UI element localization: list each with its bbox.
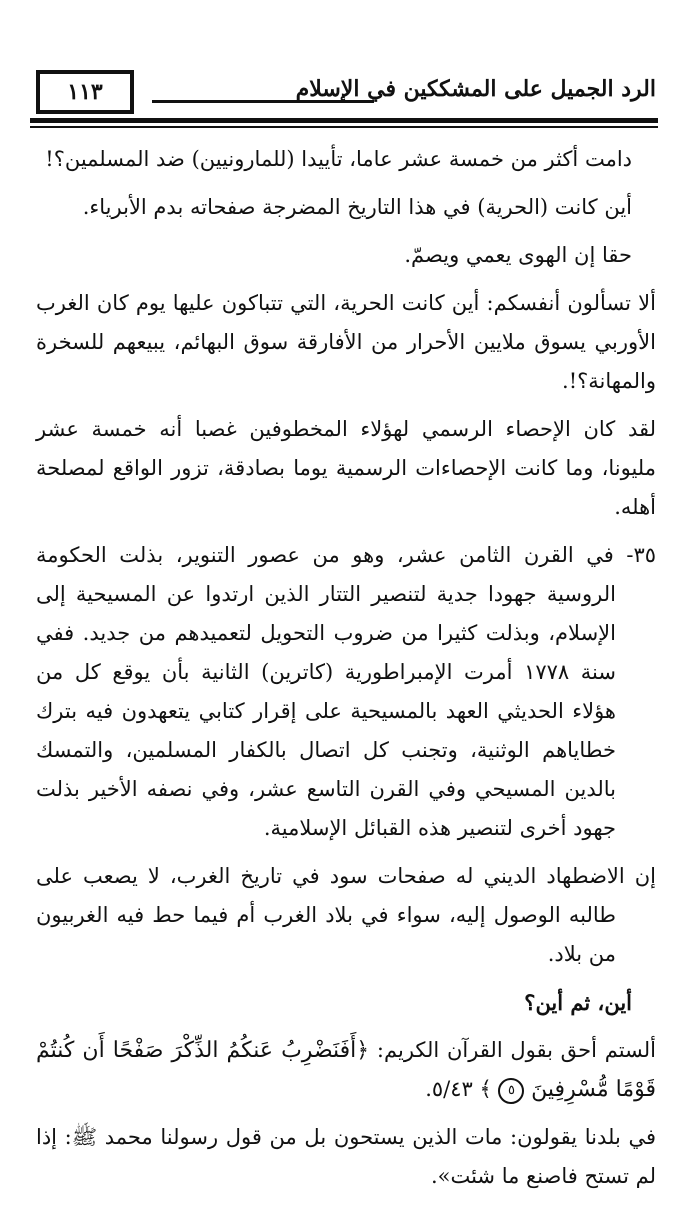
paragraph: دامت أكثر من خمسة عشر عاما، تأييدا (للمارونيين) ضد المسلمين؟! bbox=[45, 147, 632, 171]
verse-reference: ﴾ ٥/٤٣. bbox=[425, 1077, 492, 1101]
paragraph: لقد كان الإحصاء الرسمي لهؤلاء المخطوفين غصبا أنه خمسة عشر مليونا، وما كانت الإحصاءات الرسمية يوما بصادقة، تزور الواقع لمصلحة أهله. bbox=[36, 417, 656, 519]
paragraph: حقا إن الهوى يعمي ويصمّ. bbox=[404, 243, 632, 267]
paragraph: في بلدنا يقولون: مات الذين يستحون بل من قول رسولنا محمد ﷺ: إذا لم تستح فاصنع ما شئت». bbox=[36, 1125, 656, 1188]
running-title: الرد الجميل على المشككين في الإسلام bbox=[295, 76, 656, 102]
subheading: أين، ثم أين؟ bbox=[524, 990, 632, 1015]
numbered-paragraph: ٣٥- في القرن الثامن عشر، وهو من عصور التنوير، بذلت الحكومة الروسية جهودا جدية لتنصير التتار الذين ارتدوا عن المسيحية إلى الإسلام، وبذلت كثيرا من ضروب التحويل لتعميدهم من جديد. ففي سنة ١٧٧٨ أمرت الإمبراطورية (كاترين) الثانية بأن يوقع كل من هؤلاء الحديثي العهد بالمسيحية على إقرار كتابي يتعهدون فيه بترك خطاياهم الوثنية، وتجنب كل اتصال بالكفار المسلمين، والتمسك بالدين المسيحي وفي القرن التاسع عشر، وفي نصفه الأخير بذلت جهود أخرى لتنصير هذه القبائل الإسلامية. bbox=[36, 543, 656, 840]
header-rule-thick bbox=[30, 118, 658, 123]
paragraph: أين كانت (الحرية) في هذا التاريخ المضرجة صفحاته بدم الأبرياء. bbox=[82, 195, 632, 219]
paragraph: إن الاضطهاد الديني له صفحات سود في تاريخ الغرب، لا يصعب على طالبه الوصول إليه، سواء في بلاد الغرب أم فيما حط فيه الغربيون من بلاد. bbox=[36, 864, 656, 966]
header-rule-thin bbox=[30, 126, 658, 128]
quran-intro: ألستم أحق بقول القرآن الكريم: bbox=[376, 1038, 656, 1062]
verse-number-circle: ٥ bbox=[498, 1078, 524, 1104]
page-number: ١١٣ bbox=[67, 79, 103, 105]
page-header bbox=[30, 62, 656, 122]
page-number-box bbox=[36, 70, 134, 114]
quran-paragraph bbox=[36, 1031, 656, 1109]
paragraph: ألا تسألون أنفسكم: أين كانت الحرية، التي تتباكون عليها يوم كان الغرب الأوربي يسوق ملايين الأحرار من الأفارقة سوق البهائم، يبيعهم للسخرة والمهانة؟!. bbox=[36, 291, 656, 393]
body-text bbox=[36, 140, 656, 1205]
quran-verse: ﴿أَفَنَضْرِبُ عَنكُمُ الذِّكْرَ صَفْحًا أَن كُنتُمْ قَوْمًا مُّسْرِفِينَ bbox=[36, 1038, 656, 1102]
